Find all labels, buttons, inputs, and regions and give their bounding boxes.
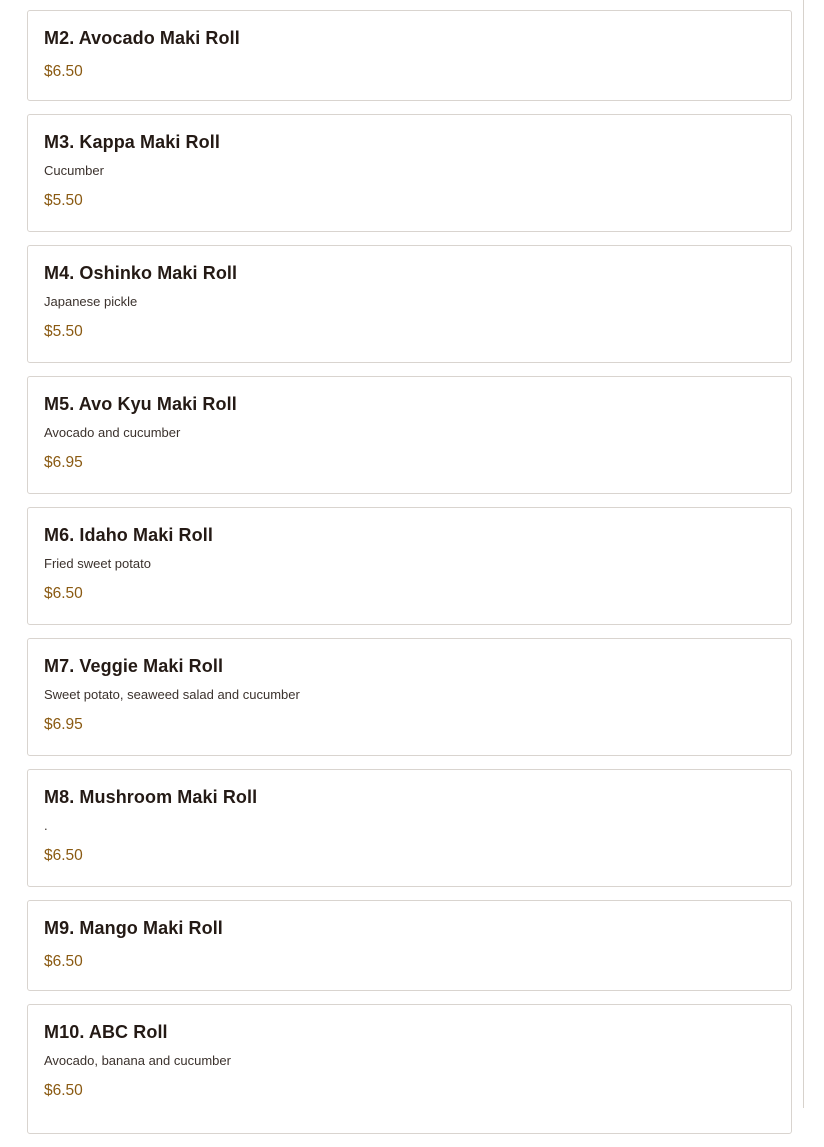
menu-item-card[interactable] (27, 900, 792, 991)
page-edge-divider (803, 0, 804, 1108)
menu-item-name: M2. Avocado Maki Roll (44, 28, 240, 48)
menu-item-card[interactable] (27, 376, 792, 494)
menu-item-card[interactable] (27, 507, 792, 625)
menu-item-price: $6.50 (44, 63, 83, 80)
menu-item-description: Fried sweet potato (44, 556, 151, 571)
menu-item-card[interactable] (27, 769, 792, 887)
menu-item-description: Japanese pickle (44, 294, 138, 309)
menu-item-price: $6.95 (44, 716, 83, 733)
menu-item-description: Cucumber (44, 163, 104, 178)
menu-item-description: Avocado and cucumber (44, 425, 181, 440)
menu-item-price: $6.50 (44, 847, 83, 864)
menu-item-price: $6.50 (44, 953, 83, 970)
menu-item-name: M5. Avo Kyu Maki Roll (44, 394, 237, 414)
menu-item-list (27, 10, 792, 1147)
menu-item-card[interactable] (27, 638, 792, 756)
menu-item-name: M4. Oshinko Maki Roll (44, 263, 238, 283)
menu-item-name: M6. Idaho Maki Roll (44, 525, 213, 545)
menu-item-price: $6.50 (44, 1082, 83, 1099)
menu-item-price: $5.50 (44, 192, 83, 209)
menu-item-description: Avocado, banana and cucumber (44, 1053, 231, 1068)
menu-item-price: $6.50 (44, 585, 83, 602)
menu-item-price: $5.50 (44, 323, 83, 340)
menu-item-card[interactable] (27, 10, 792, 101)
menu-item-description: . (44, 818, 48, 833)
menu-item-name: M10. ABC Roll (44, 1022, 168, 1042)
menu-item-name: M7. Veggie Maki Roll (44, 656, 224, 676)
menu-item-card[interactable] (27, 114, 792, 232)
menu-item-name: M9. Mango Maki Roll (44, 918, 223, 938)
menu-item-price: $6.95 (44, 454, 83, 471)
menu-item-name: M3. Kappa Maki Roll (44, 132, 220, 152)
menu-item-card[interactable] (27, 245, 792, 363)
menu-item-card[interactable] (27, 1004, 792, 1134)
menu-item-description: Sweet potato, seaweed salad and cucumber (44, 687, 300, 702)
menu-item-name: M8. Mushroom Maki Roll (44, 787, 258, 807)
